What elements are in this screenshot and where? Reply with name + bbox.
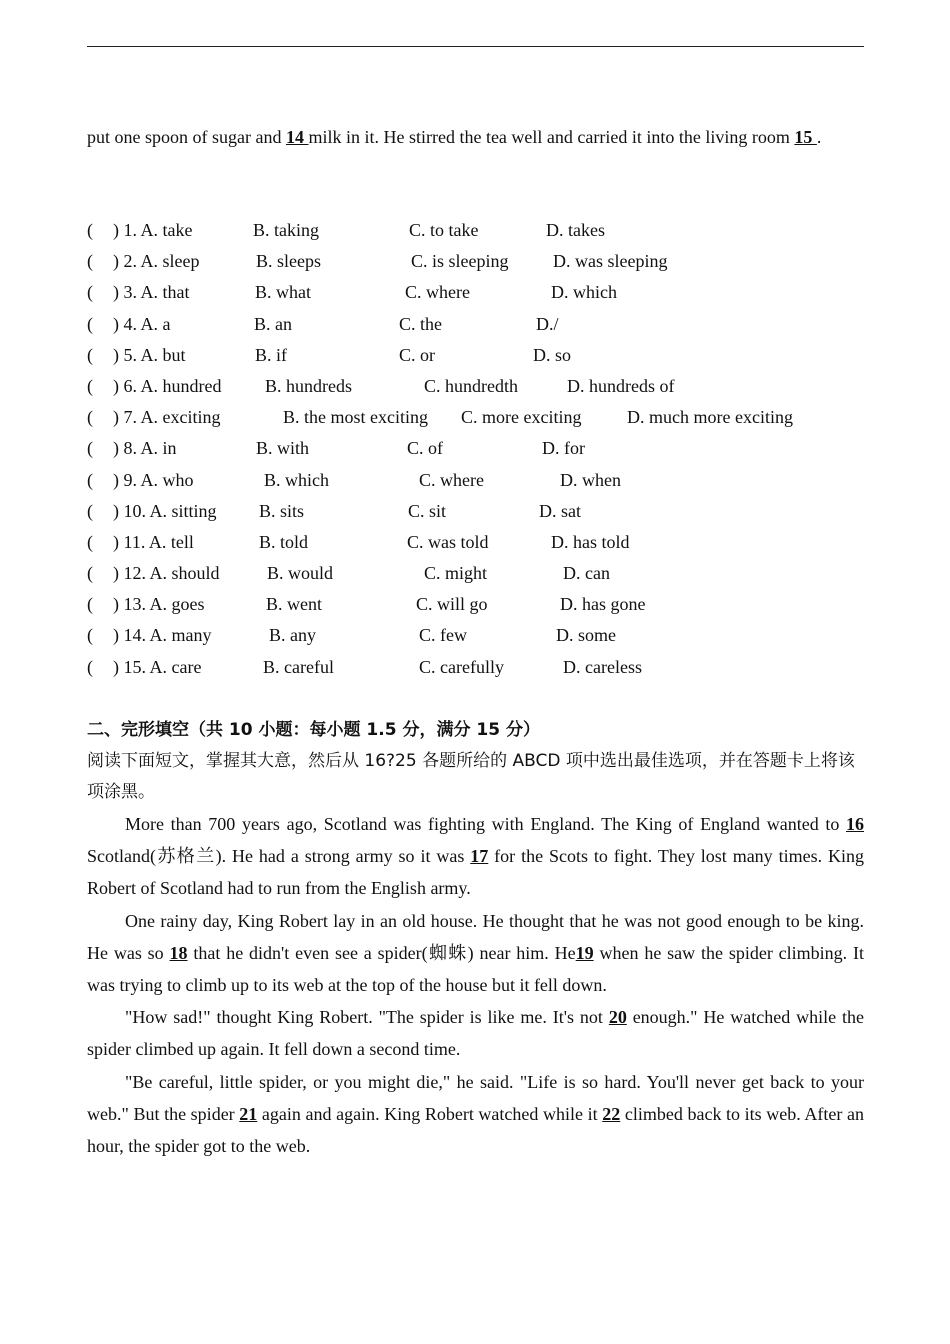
option-c: C. the: [399, 313, 442, 334]
question-option-a: ) 5. A. but: [113, 344, 186, 365]
answer-bracket: (: [87, 407, 93, 428]
option-c: C. sit: [408, 500, 447, 521]
section-title: 二、完形填空（共 10 小题：每小题 1.5 分，满分 15 分）: [87, 720, 540, 740]
question-option-a: ) 7. A. exciting: [113, 407, 221, 428]
question-row: [87, 402, 864, 433]
answer-bracket: (: [87, 375, 93, 396]
question-option-a: ) 9. A. who: [113, 469, 194, 490]
answer-bracket: (: [87, 594, 93, 615]
passage-text: milk in it. He stirred the tea well and carried it into the living room: [308, 127, 795, 147]
option-b: B. taking: [253, 220, 319, 240]
story-paragraph: [87, 905, 864, 1002]
question-option-a: ) 13. A. goes: [113, 594, 205, 615]
header-rule: [87, 46, 864, 47]
option-b: B. if: [255, 344, 288, 365]
option-c: C. or: [399, 344, 435, 365]
question-option-a: ) 11. A. tell: [113, 531, 194, 552]
blank-18: 18: [169, 942, 188, 963]
answer-bracket: (: [87, 282, 93, 303]
answer-bracket: (: [87, 251, 93, 272]
passage-text: .: [816, 127, 822, 147]
question-option-a: ) 2. A. sleep: [113, 251, 200, 272]
option-c: C. where: [419, 469, 484, 490]
option-b: B. any: [269, 625, 316, 646]
option-b: B. careful: [263, 656, 334, 677]
blank-19: 19: [575, 942, 594, 963]
answer-bracket: (: [87, 469, 93, 490]
question-option-a: ) 3. A. that: [113, 282, 190, 303]
story-text: climbed back to its web. After an hour, the spider got to the web.: [87, 1103, 864, 1157]
option-d: D. was sleeping: [553, 251, 668, 272]
story-paragraph: [87, 1001, 864, 1065]
story-text: when he saw the spider climbing. It was trying to climb up to its web at the top of the house but it fell down.: [87, 942, 864, 996]
question-row: [87, 433, 864, 464]
question-list: [87, 215, 864, 683]
option-d: D. has told: [551, 531, 630, 552]
story-text: again and again. King Robert watched while it: [257, 1103, 603, 1124]
question-option-a: ) 15. A. care: [113, 656, 202, 677]
question-option-a: ) 12. A. should: [113, 563, 220, 584]
option-d: D. has gone: [560, 594, 646, 615]
cloze-passage: [87, 808, 864, 1162]
option-b: B. with: [256, 438, 310, 459]
answer-bracket: (: [87, 563, 93, 584]
question-row: [87, 465, 864, 496]
question-row: [87, 215, 864, 246]
blank-17: 17: [470, 846, 489, 867]
option-d: D. hundreds of: [567, 375, 675, 396]
question-row: [87, 496, 864, 527]
option-d: D. when: [560, 469, 621, 490]
option-c: C. was told: [407, 531, 489, 552]
option-d: D. careless: [563, 656, 642, 677]
blank-22: 22: [602, 1103, 621, 1124]
option-d: D. for: [542, 438, 585, 459]
question-row: [87, 309, 864, 340]
story-text: More than 700 years ago, Scotland was fighting with England. The King of England wanted to: [125, 814, 846, 834]
passage-ending: [87, 121, 864, 153]
option-c: C. hundredth: [424, 375, 518, 396]
question-row: [87, 371, 864, 402]
story-text: for the Scots to fight. They lost many times. King Robert of Scotland had to run from the English army.: [87, 846, 864, 899]
option-b: B. what: [255, 282, 311, 303]
story-text: "How sad!" thought King Robert. "The spider is like me. It's not: [125, 1007, 609, 1028]
option-d: D. can: [563, 563, 610, 584]
option-c: C. of: [407, 438, 443, 459]
blank-20: 20: [608, 1007, 627, 1028]
answer-bracket: (: [87, 656, 93, 677]
answer-bracket: (: [87, 531, 93, 552]
question-row: [87, 277, 864, 308]
question-option-a: ) 14. A. many: [113, 625, 212, 646]
option-d: D. some: [556, 625, 616, 646]
story-paragraph: [87, 808, 864, 905]
story-text: Scotland(苏格兰). He had a strong army so it was: [87, 846, 471, 867]
section-instructions: 阅读下面短文，掌握其大意，然后从 16?25 各题所给的 ABCD 项中选出最佳选项，并在答题卡上将该项涂黑。: [87, 751, 855, 802]
option-b: B. told: [259, 531, 309, 552]
option-b: B. which: [264, 469, 329, 490]
story-text: "Be careful, little spider, or you might die," he said. "Life is so hard. You'll never get back to your web." But the spider: [87, 1071, 864, 1124]
option-d: D. sat: [539, 500, 581, 521]
option-d: D. much more exciting: [627, 407, 793, 428]
question-row: [87, 246, 864, 277]
question-row: [87, 620, 864, 651]
option-c: C. to take: [409, 220, 479, 240]
answer-bracket: (: [87, 500, 93, 521]
question-row: [87, 527, 864, 558]
option-c: C. more exciting: [461, 407, 582, 428]
option-c: C. might: [424, 563, 488, 584]
option-d: D. which: [551, 282, 617, 303]
option-d: D. so: [533, 344, 572, 365]
option-b: B. would: [267, 563, 334, 584]
story-text: One rainy day, King Robert lay in an old house. He thought that he was not good enough to be king. He was so: [87, 910, 864, 963]
option-b: B. hundreds: [265, 375, 352, 396]
answer-bracket: (: [87, 344, 93, 365]
question-option-a: ) 8. A. in: [113, 438, 177, 459]
answer-bracket: (: [87, 220, 93, 240]
question-row: [87, 340, 864, 371]
option-d: D./: [536, 313, 559, 334]
option-d: D. takes: [546, 220, 605, 240]
answer-bracket: (: [87, 313, 93, 334]
story-text: that he didn't even see a spider(蜘蛛) near him. He: [187, 942, 576, 963]
answer-bracket: (: [87, 625, 93, 646]
question-option-a: ) 4. A. a: [113, 313, 171, 334]
option-c: C. will go: [416, 594, 488, 615]
option-c: C. carefully: [419, 656, 504, 677]
answer-bracket: (: [87, 438, 93, 459]
question-option-a: ) 6. A. hundred: [113, 375, 222, 396]
question-option-a: ) 10. A. sitting: [113, 500, 217, 521]
story-text: enough." He watched while the spider climbed up again. It fell down a second time.: [87, 1007, 864, 1060]
question-row: [87, 589, 864, 620]
blank-15: 15: [794, 127, 817, 147]
question-row: [87, 558, 864, 589]
option-b: B. went: [266, 594, 322, 615]
option-b: B. sleeps: [256, 251, 321, 272]
blank-14: 14: [285, 127, 309, 147]
passage-text: put one spoon of sugar and: [87, 127, 286, 147]
option-b: B. an: [254, 313, 292, 334]
blank-21: 21: [239, 1103, 258, 1124]
option-b: B. sits: [259, 500, 305, 521]
option-c: C. where: [405, 282, 470, 303]
question-option-a: ) 1. A. take: [113, 220, 193, 240]
question-row: [87, 652, 864, 683]
option-b: B. the most exciting: [283, 407, 428, 428]
story-paragraph: [87, 1066, 864, 1163]
option-c: C. few: [419, 625, 467, 646]
blank-16: 16: [846, 814, 864, 834]
option-c: C. is sleeping: [411, 251, 509, 272]
